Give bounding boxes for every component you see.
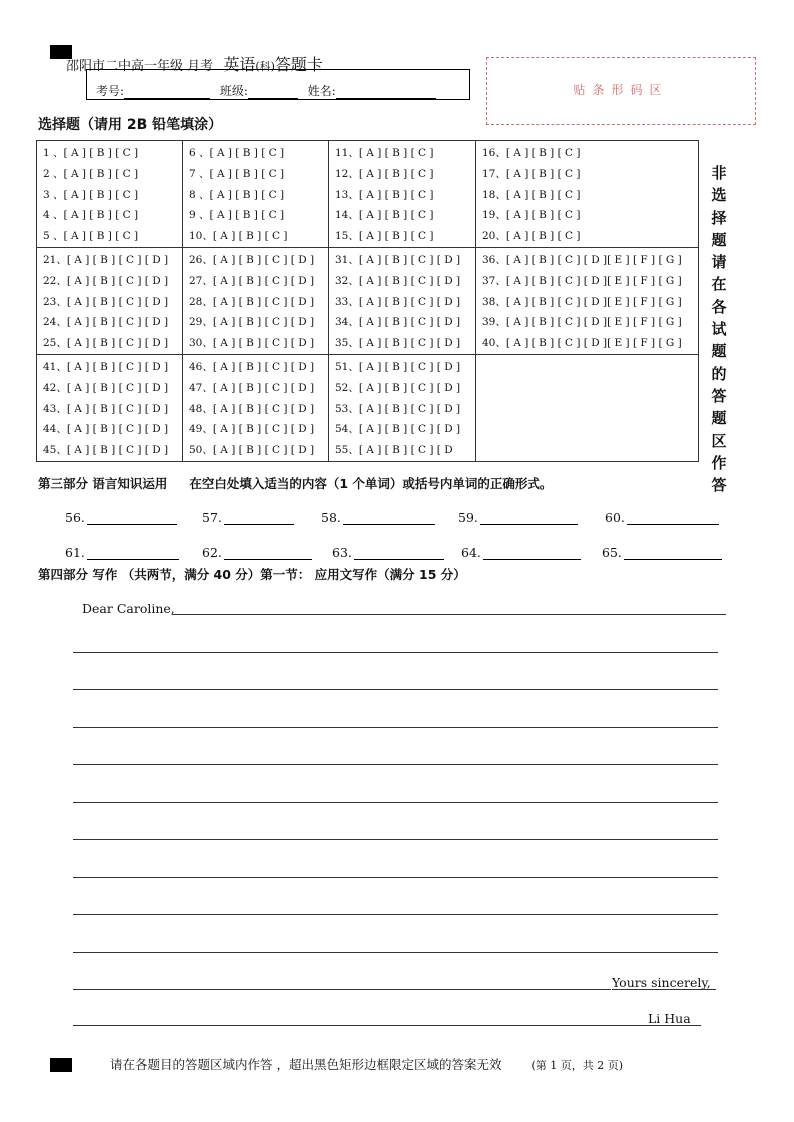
letter-greeting: Dear Caroline,: [82, 601, 175, 616]
mc-question[interactable]: 11、[ A ] [ B ] [ C ]: [335, 147, 434, 159]
exam-name: 月考: [187, 59, 214, 74]
blank-answer-field[interactable]: [627, 512, 719, 525]
mc-question[interactable]: 16、[ A ] [ B ] [ C ]: [482, 147, 581, 159]
mc-cell: [329, 247, 476, 354]
blank-answer-field[interactable]: [624, 547, 722, 560]
part3-instruction: 在空白处填入适当的内容（1 个单词）或括号内单词的正确形式。: [189, 476, 553, 491]
part4-title: 第四部分 写作 （共两节，满分 40 分）第一节： 应用文写作（满分 15 分）: [38, 567, 466, 582]
blank-number: 65.: [602, 545, 622, 560]
mc-question[interactable]: 13、[ A ] [ B ] [ C ]: [335, 188, 434, 201]
mc-question[interactable]: 36、[ A ] [ B ] [ C ] [ D ][ E ] [ F ] [ G ]: [482, 253, 682, 266]
blank-item: [332, 545, 444, 560]
mc-question[interactable]: 55、[ A ] [ B ] [ C ] [ D: [335, 444, 453, 457]
blank-item: [65, 510, 177, 525]
exam-no-field[interactable]: [124, 86, 210, 99]
signature-line[interactable]: [73, 1025, 647, 1026]
blank-answer-field[interactable]: [87, 547, 179, 560]
mc-question[interactable]: 42、[ A ] [ B ] [ C ] [ D ]: [43, 381, 169, 394]
mc-question[interactable]: 40、[ A ] [ B ] [ C ] [ D ][ E ] [ F ] [ G ]: [482, 337, 682, 350]
blank-answer-field[interactable]: [343, 512, 435, 525]
mc-question[interactable]: 7 、[ A ] [ B ] [ C ]: [189, 167, 285, 180]
mc-question[interactable]: 27、[ A ] [ B ] [ C ] [ D ]: [189, 274, 315, 287]
mc-question[interactable]: 20、[ A ] [ B ] [ C ]: [482, 230, 581, 243]
mc-question[interactable]: 15、[ A ] [ B ] [ C ]: [335, 230, 434, 243]
letter-signature: Li Hua: [648, 1011, 691, 1026]
mc-question[interactable]: 48、[ A ] [ B ] [ C ] [ D ]: [189, 402, 315, 415]
mc-question[interactable]: 31、[ A ] [ B ] [ C ] [ D ]: [335, 253, 461, 266]
mc-question[interactable]: 43、[ A ] [ B ] [ C ] [ D ]: [43, 402, 169, 415]
class-label: 班级:: [219, 84, 248, 98]
mc-cell: [183, 354, 329, 461]
blank-item: [602, 545, 722, 560]
name-label: 姓名:: [307, 84, 336, 98]
mc-cell: [476, 247, 699, 354]
blank-answer-field[interactable]: [87, 512, 177, 525]
blank-answer-field[interactable]: [480, 512, 578, 525]
page-number: (第 1 页，共 2 页): [531, 1059, 624, 1072]
blank-answer-field[interactable]: [224, 547, 312, 560]
part3-title-line: [38, 474, 552, 492]
student-info-fields: [96, 82, 436, 99]
blank-answer-field[interactable]: [483, 547, 581, 560]
blank-number: 58.: [321, 510, 341, 525]
mc-question[interactable]: 5 、[ A ] [ B ] [ C ]: [43, 230, 139, 243]
blank-item: [605, 510, 719, 525]
mc-question[interactable]: 19、[ A ] [ B ] [ C ]: [482, 209, 581, 222]
mc-question[interactable]: 41、[ A ] [ B ] [ C ] [ D ]: [43, 360, 169, 373]
mc-group-row: [37, 354, 699, 461]
mc-cell: [37, 141, 183, 248]
blank-number: 62.: [202, 545, 222, 560]
blank-number: 56.: [65, 510, 85, 525]
mc-question[interactable]: 22、[ A ] [ B ] [ C ] [ D ]: [43, 274, 169, 287]
mc-question[interactable]: 34、[ A ] [ B ] [ C ] [ D ]: [335, 316, 461, 329]
mc-question[interactable]: 44、[ A ] [ B ] [ C ] [ D ]: [43, 423, 169, 436]
mc-question[interactable]: 29、[ A ] [ B ] [ C ] [ D ]: [189, 316, 315, 329]
class-field[interactable]: [248, 86, 298, 99]
mc-question[interactable]: 30、[ A ] [ B ] [ C ] [ D ]: [189, 337, 315, 350]
signature-tail-line: [645, 1025, 701, 1026]
mc-question[interactable]: 23、[ A ] [ B ] [ C ] [ D ]: [43, 295, 169, 308]
mc-question[interactable]: 28、[ A ] [ B ] [ C ] [ D ]: [189, 295, 315, 308]
mc-cell: [329, 354, 476, 461]
mc-cell: [183, 141, 329, 248]
blank-item: [202, 510, 294, 525]
mc-question[interactable]: 21、[ A ] [ B ] [ C ] [ D ]: [43, 253, 169, 266]
barcode-area: 贴条形码区: [486, 57, 756, 125]
blank-number: 64.: [461, 545, 481, 560]
school-name: 邵阳市二中高一年级: [66, 59, 184, 74]
blank-answer-field[interactable]: [354, 547, 444, 560]
mc-question[interactable]: 37、[ A ] [ B ] [ C ] [ D ][ E ] [ F ] [ G ]: [482, 274, 682, 287]
writing-line[interactable]: [73, 877, 718, 878]
closing-line[interactable]: [73, 989, 611, 990]
mc-cell: [37, 354, 183, 461]
writing-line[interactable]: [73, 914, 718, 915]
mc-question[interactable]: 46、[ A ] [ B ] [ C ] [ D ]: [189, 360, 315, 373]
mc-question[interactable]: 3 、[ A ] [ B ] [ C ]: [43, 188, 139, 201]
mc-group-row: [37, 247, 699, 354]
subject-note: (科): [255, 60, 275, 73]
mc-question[interactable]: 47、[ A ] [ B ] [ C ] [ D ]: [189, 381, 315, 394]
mc-cell: [37, 247, 183, 354]
mc-question[interactable]: 14、[ A ] [ B ] [ C ]: [335, 209, 434, 222]
blank-number: 59.: [458, 510, 478, 525]
mc-question[interactable]: 6 、[ A ] [ B ] [ C ]: [189, 147, 285, 159]
mc-question[interactable]: 38、[ A ] [ B ] [ C ] [ D ][ E ] [ F ] [ G ]: [482, 295, 682, 308]
blank-item: [461, 545, 581, 560]
mc-cell: [329, 141, 476, 248]
part3-title: 第三部分 语言知识运用: [38, 476, 168, 491]
exam-no-label: 考号:: [96, 84, 125, 98]
mc-question[interactable]: 8 、[ A ] [ B ] [ C ]: [189, 188, 285, 201]
blank-item: [458, 510, 578, 525]
mc-question[interactable]: 32、[ A ] [ B ] [ C ] [ D ]: [335, 274, 461, 287]
blank-number: 57.: [202, 510, 222, 525]
mc-question[interactable]: 1 、[ A ] [ B ] [ C ]: [43, 147, 139, 159]
blank-item: [321, 510, 435, 525]
mc-question[interactable]: 52、[ A ] [ B ] [ C ] [ D ]: [335, 381, 461, 394]
greeting-line[interactable]: [172, 614, 726, 615]
mc-question[interactable]: 45、[ A ] [ B ] [ C ] [ D ]: [43, 444, 169, 457]
side-note: 非选择题请在各试题的答题区作答: [711, 164, 727, 495]
blank-answer-field[interactable]: [224, 512, 294, 525]
mc-question[interactable]: 17、[ A ] [ B ] [ C ]: [482, 167, 581, 180]
writing-line[interactable]: [73, 802, 718, 803]
mc-group-row: [37, 141, 699, 248]
writing-line[interactable]: [73, 839, 718, 840]
letter-closing: Yours sincerely,: [612, 975, 711, 990]
writing-line[interactable]: [73, 652, 718, 653]
blank-item: [65, 545, 179, 560]
mc-question[interactable]: 50、[ A ] [ B ] [ C ] [ D ]: [189, 444, 315, 457]
mc-cell: [476, 141, 699, 248]
mc-question[interactable]: 53、[ A ] [ B ] [ C ] [ D ]: [335, 402, 461, 415]
mc-question[interactable]: 25、[ A ] [ B ] [ C ] [ D ]: [43, 337, 169, 350]
name-field[interactable]: [336, 86, 436, 99]
multiple-choice-title: 选择题（请用 2B 铅笔填涂）: [38, 117, 223, 133]
mc-cell: [476, 354, 699, 461]
subject-name: 英语: [223, 55, 256, 74]
mc-question[interactable]: 2 、[ A ] [ B ] [ C ]: [43, 167, 139, 180]
footer-note: 请在各题目的答题区域内作答 ，超出黑色矩形边框限定区域的答案无效: [110, 1057, 502, 1072]
mc-question[interactable]: 39、[ A ] [ B ] [ C ] [ D ][ E ] [ F ] [ G ]: [482, 316, 682, 329]
mc-question[interactable]: 51、[ A ] [ B ] [ C ] [ D ]: [335, 360, 461, 373]
writing-line[interactable]: [73, 952, 718, 953]
blank-number: 60.: [605, 510, 625, 525]
mc-question[interactable]: 24、[ A ] [ B ] [ C ] [ D ]: [43, 316, 169, 329]
mc-cell: [183, 247, 329, 354]
card-name: 答题卡: [274, 55, 323, 74]
multiple-choice-grid: [36, 140, 699, 462]
writing-line[interactable]: [73, 764, 718, 765]
registration-mark-bottom: [50, 1058, 72, 1072]
blank-number: 63.: [332, 545, 352, 560]
writing-line[interactable]: [73, 689, 718, 690]
writing-line[interactable]: [73, 727, 718, 728]
blank-number: 61.: [65, 545, 85, 560]
mc-question[interactable]: 26、[ A ] [ B ] [ C ] [ D ]: [189, 253, 315, 266]
footer: [110, 1055, 623, 1073]
blank-item: [202, 545, 312, 560]
mc-question[interactable]: 9 、[ A ] [ B ] [ C ]: [189, 209, 285, 222]
mc-question[interactable]: 12、[ A ] [ B ] [ C ]: [335, 167, 434, 180]
mc-question[interactable]: 54、[ A ] [ B ] [ C ] [ D ]: [335, 423, 461, 436]
mc-question[interactable]: 33、[ A ] [ B ] [ C ] [ D ]: [335, 295, 461, 308]
mc-question[interactable]: 4 、[ A ] [ B ] [ C ]: [43, 209, 139, 222]
mc-question[interactable]: 10、[ A ] [ B ] [ C ]: [189, 230, 288, 243]
mc-question[interactable]: 18、[ A ] [ B ] [ C ]: [482, 188, 581, 201]
mc-question[interactable]: 35、[ A ] [ B ] [ C ] [ D ]: [335, 337, 461, 350]
closing-tail-line: [612, 989, 716, 990]
mc-question[interactable]: 49、[ A ] [ B ] [ C ] [ D ]: [189, 423, 315, 436]
